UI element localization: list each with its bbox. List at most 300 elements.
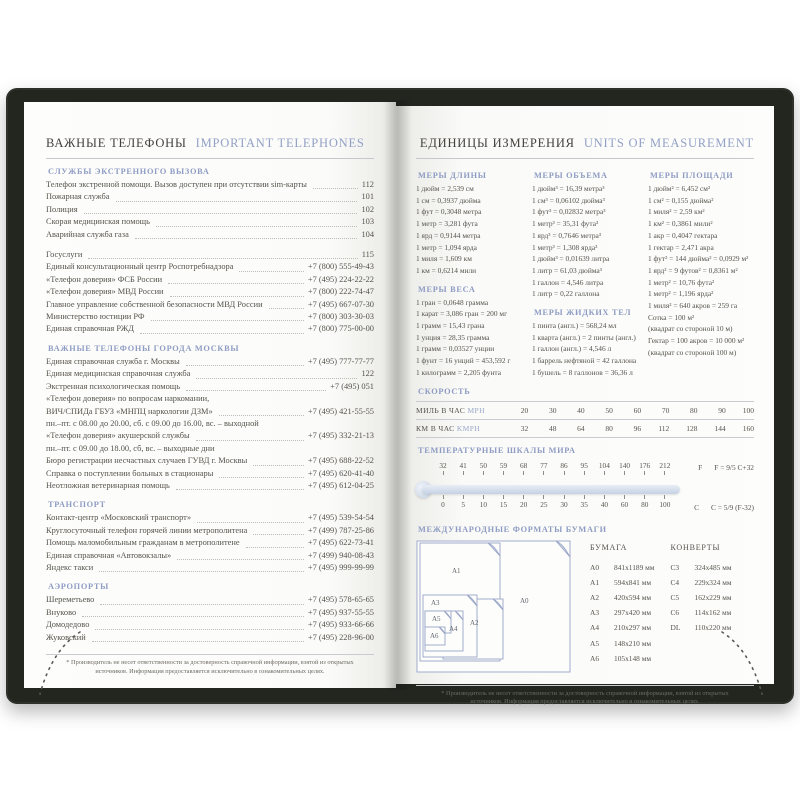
- scale-cell: [597, 461, 611, 475]
- scale-value: 212: [659, 460, 671, 470]
- row-value: +7 (495) 620-41-40: [307, 468, 374, 478]
- tick-mark: [483, 471, 484, 475]
- unit-line: 1 см³ = 0,06102 дюйма³: [532, 195, 605, 205]
- temperature-header: ТЕМПЕРАТУРНЫЕ ШКАЛЫ МИРА: [418, 445, 576, 455]
- page-title-en: IMPORTANT TELEPHONES: [195, 136, 365, 150]
- format-size: 841x1189 мм: [614, 562, 655, 572]
- paper-list-title: БУМАГА: [590, 542, 628, 552]
- format-code: A6: [590, 653, 600, 663]
- scale-value: 104: [598, 460, 610, 470]
- format-size: 110x220 мм: [694, 623, 732, 633]
- c-formula: C = 5/9 (F-32): [711, 502, 754, 512]
- format-size: 594x841 мм: [614, 577, 652, 587]
- phone-row: [46, 537, 374, 549]
- row-leader: [95, 629, 303, 630]
- row-value: +7 (495) 332-21-13: [307, 431, 374, 441]
- speed-table: [416, 401, 754, 438]
- row-value: +7 (495) 622-73-41: [307, 538, 374, 548]
- phone-row: [46, 323, 374, 335]
- tick-mark: [443, 471, 444, 475]
- row-label: Министерство юстиции РФ: [46, 312, 145, 322]
- paper-size-list: [590, 539, 655, 675]
- group-header-liquid: МЕРЫ ЖИДКИХ ТЕЛ: [534, 308, 632, 318]
- scale-value: 50: [479, 460, 487, 470]
- format-size: 297x420 мм: [614, 608, 652, 618]
- scale-value: 100: [659, 499, 671, 509]
- speed-values: [500, 406, 754, 415]
- scale-value: 10: [479, 499, 487, 509]
- row-value: +7 (800) 555-49-43: [307, 262, 374, 272]
- row-label: ВИЧ/СПИДа ГБУЗ «МНПЦ наркологии ДЗМ»: [46, 406, 213, 416]
- scale-cell: [577, 495, 591, 509]
- speed-row-kmh: [416, 420, 754, 438]
- speed-label-ru: МИЛЬ В ЧАС: [416, 405, 466, 415]
- speed-value: 32: [520, 423, 529, 433]
- group-header-length: МЕРЫ ДЛИНЫ: [418, 171, 487, 180]
- fahrenheit-scale: [436, 461, 672, 475]
- format-code: A4: [590, 623, 600, 633]
- unit-line: 1 метр² = 10,76 фута²: [648, 277, 715, 287]
- row-leader: [253, 465, 304, 466]
- phone-row: [46, 368, 374, 380]
- unit-line: 1 килограмм = 2,205 фунта: [416, 367, 502, 377]
- scale-value: 15: [499, 499, 508, 509]
- row-leader: [156, 226, 357, 227]
- speed-value: 40: [577, 405, 585, 415]
- row-leader: [196, 440, 304, 441]
- row-leader: [82, 616, 304, 617]
- speed-value: 64: [577, 423, 585, 433]
- book-spine: [384, 100, 412, 690]
- unit-line: 1 метр³ = 1,308 ярда³: [532, 242, 598, 252]
- row-label: «Телефон доверия» по вопросам наркомании,: [46, 394, 210, 404]
- sheet-label-a0: A0: [520, 596, 529, 605]
- units-column-1: [416, 163, 522, 379]
- row-leader: [186, 365, 304, 366]
- format-row: [590, 620, 655, 635]
- row-label: Пожарная служба: [46, 192, 110, 202]
- unit-lines-liquid: [532, 320, 638, 379]
- section-emergency: [46, 167, 374, 241]
- row-label: Телефон экстренной помощи. Вызов доступен при отсутствии sim-карты: [46, 180, 307, 189]
- phone-row: [46, 179, 374, 191]
- right-page: [396, 106, 774, 706]
- section-header: ВАЖНЫЕ ТЕЛЕФОНЫ ГОРОДА МОСКВЫ: [48, 343, 240, 353]
- speed-value: 144: [714, 423, 726, 433]
- tick-mark: [644, 495, 645, 499]
- scale-cell: [497, 495, 511, 509]
- row-value: +7 (495) 999-99-99: [307, 562, 374, 572]
- phone-row: [46, 632, 374, 644]
- row-value: +7 (495) 667-07-30: [307, 299, 374, 309]
- paper-formats-body: [416, 539, 754, 675]
- phone-row: [46, 562, 374, 574]
- unit-line: 1 фут³ = 0,02832 метра³: [532, 207, 606, 217]
- format-size: 210x297 мм: [614, 623, 652, 633]
- phone-row: [46, 381, 374, 393]
- page-title-ru: ВАЖНЫЕ ТЕЛЕФОНЫ: [46, 136, 187, 150]
- speed-section: [416, 387, 754, 438]
- scale-cell: [557, 461, 571, 475]
- group-header-volume: МЕРЫ ОБЪЕМА: [534, 171, 608, 180]
- unit-line: Гектар = 100 акров = 10 000 м²: [648, 336, 745, 346]
- row-leader: [269, 308, 304, 309]
- right-page-title: [416, 136, 754, 159]
- speed-unit: KMPH: [456, 423, 481, 433]
- scale-value: 95: [580, 460, 588, 470]
- format-size: 229x324 мм: [694, 577, 732, 587]
- row-value: +7 (499) 787-25-86: [307, 525, 374, 535]
- scale-cell: [497, 461, 511, 475]
- tick-mark: [604, 495, 605, 499]
- row-label: Неотложная ветеринарная помощь: [46, 480, 170, 490]
- row-leader: [197, 522, 304, 523]
- section-moscow: [46, 344, 374, 492]
- unit-line: 1 ярд² = 9 футов² = 0,8361 м²: [648, 265, 738, 275]
- row-leader: [151, 320, 304, 321]
- format-code: C4: [670, 577, 680, 587]
- row-value: +7 (800) 222-74-47: [307, 287, 374, 297]
- unit-line: 1 грамм = 15,43 грана: [416, 321, 485, 331]
- unit-line: 1 литр = 61,03 дюйма³: [532, 265, 602, 275]
- speed-label-ru: КМ В ЧАС: [416, 423, 455, 433]
- units-column-3: [648, 163, 754, 379]
- unit-line: 1 метр² = 1,196 ярда²: [648, 289, 714, 299]
- page-title-en: UNITS OF MEASUREMENT: [583, 136, 754, 150]
- format-size: 114x162 мм: [694, 608, 732, 618]
- format-code: A0: [590, 562, 600, 572]
- row-leader: [135, 238, 358, 239]
- row-label: «Телефон доверия» МВД России: [46, 287, 164, 297]
- unit-line: 1 дюйм³ = 0,01639 литра: [532, 254, 610, 264]
- section-state-services: [46, 249, 374, 336]
- scale-value: 59: [499, 460, 508, 470]
- row-label: Помощь маломобильным гражданам в метрополитене: [46, 538, 240, 548]
- unit-line: 1 галлон (англ.) = 4,546 л: [532, 344, 612, 354]
- speed-unit: MPH: [467, 405, 485, 415]
- unit-line: 1 фунт = 16 унций = 453,592 г: [416, 356, 511, 366]
- unit-line: 1 миля = 1,609 км: [416, 254, 472, 264]
- format-row: [590, 636, 655, 651]
- scale-value: 32: [439, 460, 447, 470]
- unit-line: 1 литр = 0,22 галлона: [532, 289, 600, 299]
- phone-row: [46, 261, 374, 273]
- row-value: 115: [361, 250, 374, 260]
- c-label: C: [694, 502, 700, 512]
- sheet-label-a4: A4: [449, 624, 458, 633]
- row-value: +7 (495) 421-55-55: [307, 406, 374, 416]
- unit-line: 1 км² = 0,3861 мили²: [648, 219, 713, 229]
- section-transport: [46, 500, 374, 574]
- units-column-2: [532, 163, 638, 379]
- row-leader: [84, 213, 358, 214]
- row-label: Круглосуточный телефон горячей линии метрополитена: [46, 525, 248, 535]
- row-leader: [196, 378, 357, 379]
- scale-value: 5: [461, 499, 465, 509]
- tick-mark: [543, 495, 544, 499]
- phone-row: [46, 468, 374, 480]
- row-label: Контакт-центр «Московский транспорт»: [46, 513, 192, 523]
- units-columns: [416, 163, 754, 379]
- row-value: +7 (800) 775-00-00: [307, 324, 374, 334]
- sheet-label-a6: A6: [430, 631, 439, 640]
- row-value: +7 (495) 539-54-54: [307, 513, 374, 523]
- phone-row: [46, 274, 374, 286]
- row-label: Единый консультационный центр Роспотребнадзора: [46, 262, 234, 272]
- scale-cell: [517, 461, 531, 475]
- row-label: Главное управление собственной безопасности МВД России: [46, 299, 263, 309]
- speed-value: 100: [742, 405, 754, 415]
- row-leader: [168, 283, 304, 284]
- format-row: [590, 560, 655, 575]
- phone-row: [46, 607, 374, 619]
- tick-mark: [443, 495, 444, 499]
- format-row: [590, 651, 655, 666]
- unit-line: 1 грамм = 0,03527 унции: [416, 344, 495, 354]
- row-value: 103: [361, 217, 374, 227]
- scale-cell: [577, 461, 591, 475]
- phone-row: [46, 455, 374, 467]
- row-leader: [100, 604, 303, 605]
- tick-mark: [564, 495, 565, 499]
- paper-formats-header: МЕЖДУНАРОДНЫЕ ФОРМАТЫ БУМАГИ: [418, 524, 607, 534]
- phone-row: [46, 443, 374, 455]
- sheet-label-a2: A2: [470, 618, 479, 627]
- scale-cell: [476, 461, 490, 475]
- row-value: +7 (499) 940-08-43: [307, 550, 374, 560]
- row-leader: [92, 641, 304, 642]
- row-leader: [246, 547, 304, 548]
- row-value: +7 (495) 933-66-66: [307, 620, 374, 630]
- format-size: 105x148 мм: [614, 653, 652, 663]
- scale-cell: [456, 461, 470, 475]
- tick-mark: [624, 495, 625, 499]
- phone-row: [46, 191, 374, 203]
- scale-value: 40: [600, 499, 609, 509]
- speed-value: 96: [633, 423, 642, 433]
- row-label: Полиция: [46, 204, 78, 214]
- format-code: C5: [670, 592, 680, 602]
- row-label: Единая справочная «Автовокзалы»: [46, 550, 172, 560]
- speed-value: 128: [686, 423, 698, 433]
- format-row: [590, 575, 655, 590]
- row-label: пн.–пт. с 09.00 до 18.00, сб, вс. – выходные дни: [46, 443, 215, 453]
- scale-cell: [618, 495, 632, 509]
- right-footnote: * Производитель не несет ответственности за достоверность справочной информации, взятой из открытых источников. Информация предоставляется исключительно в ознакомительных целях.: [416, 685, 754, 707]
- speed-value: 160: [742, 423, 754, 433]
- unit-line: 1 ярд = 0,9144 метра: [416, 230, 481, 240]
- row-value: 104: [361, 229, 374, 239]
- tick-mark: [463, 495, 464, 499]
- unit-line: 1 карат = 3,086 гран = 200 мг: [416, 309, 508, 319]
- scale-value: 80: [641, 499, 649, 509]
- section-header: СЛУЖБЫ ЭКСТРЕННОГО ВЫЗОВА: [48, 167, 210, 176]
- unit-line: (квадрат со стороной 10 м): [648, 324, 733, 334]
- format-size: 324x485 мм: [694, 562, 732, 572]
- perforation-dots-left: [30, 628, 90, 698]
- phone-row: [46, 229, 374, 241]
- row-value: +7 (495) 228-96-00: [307, 632, 374, 642]
- unit-line: 1 см² = 0,155 дюйма²: [648, 195, 714, 205]
- phone-row: [46, 550, 374, 562]
- speed-row-label: [416, 424, 500, 433]
- phone-row: [46, 418, 374, 430]
- row-value: 102: [361, 204, 374, 214]
- phone-row: [46, 619, 374, 631]
- row-leader: [170, 296, 304, 297]
- phone-row: [46, 216, 374, 228]
- row-label: «Телефон доверия» акушерской службы: [46, 431, 190, 441]
- unit-line: 1 унция = 28,35 грамма: [416, 332, 490, 342]
- format-row: [671, 575, 732, 590]
- left-page-title: [46, 136, 374, 159]
- unit-line: 1 миля² = 640 акров = 259 га: [648, 301, 738, 311]
- row-label: Единая справочная РЖД: [46, 324, 134, 334]
- phone-row: [46, 393, 374, 405]
- phone-list: [46, 179, 374, 241]
- scale-cell: [638, 495, 652, 509]
- row-label: Единая справочная служба г. Москвы: [46, 356, 180, 366]
- speed-value: 80: [605, 423, 613, 433]
- unit-line: 1 пинта (англ.) = 568,24 мл: [532, 321, 617, 331]
- speed-value: 80: [690, 405, 698, 415]
- unit-line: 1 дюйм³ = 16,39 метра³: [532, 184, 605, 193]
- row-value: +7 (495) 051: [330, 381, 374, 391]
- tick-mark: [543, 471, 544, 475]
- scale-cell: [537, 461, 551, 475]
- unit-lines-area: [648, 183, 754, 359]
- tick-mark: [503, 495, 504, 499]
- format-code: A5: [590, 638, 600, 648]
- unit-line: 1 фут² = 144 дюйма² = 0,0929 м²: [648, 254, 749, 264]
- unit-line: 1 бушель = 8 галлонов = 36,36 л: [532, 367, 633, 377]
- scale-cell: [658, 495, 672, 509]
- thermometer: [416, 461, 754, 517]
- format-code: A2: [590, 592, 600, 602]
- phone-row: [46, 286, 374, 298]
- row-value: +7 (495) 612-04-25: [307, 480, 374, 490]
- tick-mark: [644, 471, 645, 475]
- temperature-section: [416, 446, 754, 517]
- phone-list: [46, 356, 374, 492]
- envelope-rows: [671, 560, 732, 636]
- tick-mark: [584, 471, 585, 475]
- row-label: Единая медицинская справочная служба: [46, 369, 191, 379]
- format-row: [590, 590, 655, 605]
- phone-row: [46, 249, 374, 261]
- sheet-label-a3: A3: [431, 598, 440, 607]
- row-leader: [186, 390, 326, 391]
- row-label: Яндекс такси: [46, 562, 94, 572]
- scale-value: 86: [560, 460, 568, 470]
- section-airports: [46, 582, 374, 644]
- scale-cell: [476, 495, 490, 509]
- phone-row: [46, 204, 374, 216]
- unit-line: 1 галлон = 4,546 литра: [532, 277, 604, 287]
- row-leader: [253, 534, 304, 535]
- row-label: Аварийная служба газа: [46, 229, 129, 239]
- group-header-area: МЕРЫ ПЛОЩАДИ: [650, 171, 734, 180]
- unit-line: 1 баррель нефтяной = 42 галлона: [532, 356, 637, 366]
- scale-value: 35: [580, 499, 588, 509]
- format-size: 420x594 мм: [614, 592, 652, 602]
- tick-mark: [664, 471, 665, 475]
- scale-value: 0: [441, 499, 445, 509]
- f-label: F: [698, 462, 703, 472]
- speed-value: 30: [548, 405, 557, 415]
- speed-values: [500, 424, 754, 433]
- format-code: DL: [670, 623, 681, 633]
- tick-mark: [463, 471, 464, 475]
- scale-value: 25: [540, 499, 548, 509]
- scale-value: 30: [560, 499, 568, 509]
- unit-lines-length: [416, 183, 522, 277]
- scale-cell: [456, 495, 470, 509]
- speed-value: 70: [661, 405, 670, 415]
- paper-formats-section: [416, 525, 754, 675]
- scale-value: 20: [520, 499, 528, 509]
- speed-value: 48: [548, 423, 557, 433]
- row-value: 122: [361, 369, 374, 379]
- phone-row: [46, 299, 374, 311]
- speed-value: 90: [718, 405, 726, 415]
- row-leader: [116, 201, 358, 202]
- row-label: Домодедово: [46, 620, 90, 630]
- page-title-ru: ЕДИНИЦЫ ИЗМЕРЕНИЯ: [419, 136, 575, 150]
- format-row: [590, 605, 655, 620]
- speed-row-label: [416, 406, 500, 415]
- row-label: пн.–пт. с 08.00 до 20.00, сб. с 09.00 до 16.00, вс. – выходной: [46, 418, 259, 428]
- unit-line: 1 метр³ = 35,31 фута³: [532, 219, 599, 229]
- paper-sheets-drawing: [416, 539, 574, 675]
- format-code: C6: [670, 608, 680, 618]
- phone-row: [46, 356, 374, 368]
- unit-line: 1 см = 0,3937 дюйма: [416, 195, 481, 205]
- scale-cell: [618, 461, 632, 475]
- format-size: 162x229 мм: [694, 592, 732, 602]
- tick-mark: [664, 495, 665, 499]
- scale-value: 68: [520, 460, 528, 470]
- row-value: +7 (800) 303-30-03: [307, 312, 374, 322]
- speed-value: 60: [633, 405, 642, 415]
- unit-line: Сотка = 100 м²: [648, 312, 695, 322]
- scale-cell: [557, 495, 571, 509]
- scale-cell: [537, 495, 551, 509]
- unit-line: 1 дюйм² = 6,452 см²: [648, 184, 711, 193]
- scale-cell: [658, 461, 672, 475]
- section-header: АЭРОПОРТЫ: [48, 582, 109, 592]
- celsius-legend: [694, 503, 754, 512]
- row-value: +7 (495) 578-65-65: [307, 595, 374, 605]
- tick-mark: [523, 471, 524, 475]
- speed-value: 20: [520, 405, 529, 415]
- row-label: Шереметьево: [46, 595, 95, 605]
- phone-row: [46, 311, 374, 323]
- format-code: C3: [670, 562, 680, 572]
- row-leader: [176, 489, 304, 490]
- perforation-dots-right: [712, 628, 772, 698]
- phone-row: [46, 512, 374, 524]
- unit-line: 1 фут = 0,3048 метра: [416, 207, 482, 217]
- left-footnote: * Производитель не несет ответственности за достоверность справочной информации, взятой из открытых источников. Информация предоставляется исключительно в ознакомительных целях.: [46, 654, 374, 676]
- row-value: +7 (495) 937-55-55: [307, 607, 374, 617]
- unit-line: 1 акр = 0,4047 гектара: [648, 230, 718, 240]
- format-row: [671, 590, 732, 605]
- phone-row: [46, 406, 374, 418]
- row-label: Бюро регистрации несчастных случаев ГУВД г. Москвы: [46, 456, 248, 466]
- sheet-label-a5: A5: [432, 614, 441, 623]
- tick-mark: [503, 471, 504, 475]
